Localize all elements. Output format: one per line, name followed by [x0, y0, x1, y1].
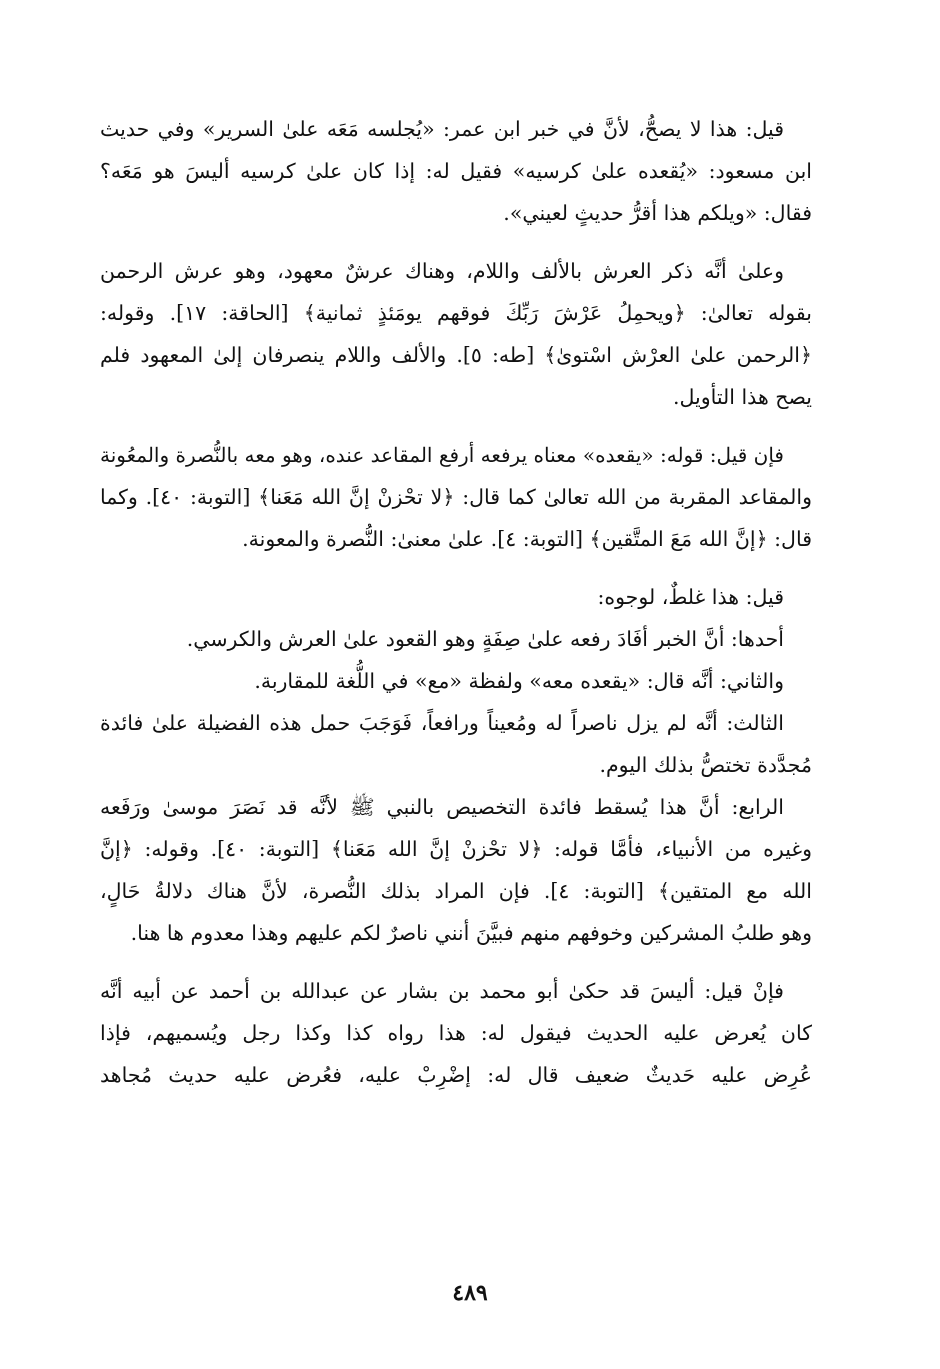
text-line: فإن قيل: قوله: «يقعده» معناه يرفعه أرفع المقاعد عنده، وهو معه بالنُّصرة والمعُونة — [100, 443, 784, 467]
text-line: فقال: «ويلكم هذا أقرُّ حديثٍ لعيني». — [503, 201, 812, 225]
paragraph-3 — [100, 434, 812, 560]
page-body — [100, 108, 812, 1096]
text-line: الثالث: أنَّه لم يزل ناصراً له ومُعيناً ورافعاً، فَوَجَبَ حمل هذه الفضيلة علىٰ فائدة — [100, 711, 784, 735]
text-line: قيل: هذا لا يصحُّ، لأنَّ في خبر ابن عمر: «يُجلسه مَعَه علىٰ السرير» وفي حديث — [100, 117, 784, 141]
text-line: وغيره من الأنبياء، فأمَّا قوله: ﴿لا تحْزنْ إنَّ الله مَعَنا﴾ [التوبة: ٤٠]. وقوله: ﴿إنَّ — [100, 837, 812, 861]
text-line: بقوله تعالىٰ: ﴿ويحمِلُ عَرْشَ رَبِّكَ فوقهم يومَئذٍ ثمانية﴾ [الحاقة: ١٧]. وقوله: — [100, 301, 812, 325]
text-line: مُجدَّدة تختصُّ بذلك اليوم. — [599, 753, 812, 777]
text-line: والمقاعد المقربة من الله تعالىٰ كما قال: ﴿لا تحْزنْ إنَّ الله مَعَنا﴾ [التوبة: ٤٠]. وكما — [100, 485, 812, 509]
page-number: ٤٨٩ — [452, 1280, 488, 1306]
text-line: الرابع: أنَّ هذا يُسقط فائدة التخصيص بالنبي ﷺ لأنَّه قد نَصَرَ موسىٰ ورَفَعه — [100, 795, 784, 819]
text-line: أحدها: أنَّ الخبر أفَادَ رفعه علىٰ صِفَةٍ وهو القعود علىٰ العرش والكرسي. — [186, 627, 784, 651]
text-line: يصح هذا التأويل. — [672, 385, 812, 409]
text-line: فإنْ قيل: أليسَ قد حكىٰ أبو محمد بن بشار عن عبدالله بن أحمد عن أبيه أنَّه — [100, 979, 784, 1003]
text-line: عُرِض عليه حَديثٌ ضعيف قال له: إضْرِبْ عليه، فعُرض عليه حديث مُجاهد — [100, 1063, 812, 1087]
paragraph-4 — [100, 576, 812, 954]
text-line: ﴿الرحمن علىٰ العرْش اسْتوىٰ﴾ [طه: ٥]. والألف واللام ينصرفان إلىٰ المعهود فلم — [100, 343, 812, 367]
paragraph-2 — [100, 250, 812, 418]
paragraph-5 — [100, 970, 812, 1096]
text-line: والثاني: أنَّه قال: «يقعده معه» ولفظة «مع» في اللُّغة للمقاربة. — [254, 669, 784, 693]
text-line: قيل: هذا غلطٌ، لوجوه: — [597, 585, 784, 609]
text-line: الله مع المتقين﴾ [التوبة: ٤]. فإن المراد بذلك النُّصرة، لأنَّ هناك دلالةُ حَالٍ، — [100, 879, 812, 903]
text-line: قال: ﴿إنَّ الله مَعَ المتَّقين﴾ [التوبة: ٤]. علىٰ معنىٰ: النُّصرة والمعونة. — [242, 527, 812, 551]
text-line: وهو طلبُ المشركين وخوفهم منهم فبيَّنَ أنني ناصرٌ لكم عليهم وهذا معدوم ها هنا. — [130, 921, 812, 945]
text-line: وعلىٰ أنَّه ذكر العرش بالألف واللام، وهناك عرشٌ معهود، وهو عرش الرحمن — [100, 259, 784, 283]
text-line: كان يُعرض عليه الحديث فيقول له: هذا رواه كذا وكذا رجل ويُسميهم، فإذا — [100, 1021, 812, 1045]
paragraph-1 — [100, 108, 812, 234]
text-line: ابن مسعود: «يُقعده علىٰ كرسيه» فقيل له: إذا كان علىٰ كرسيه أليسَ هو مَعَه؟ — [100, 159, 812, 183]
